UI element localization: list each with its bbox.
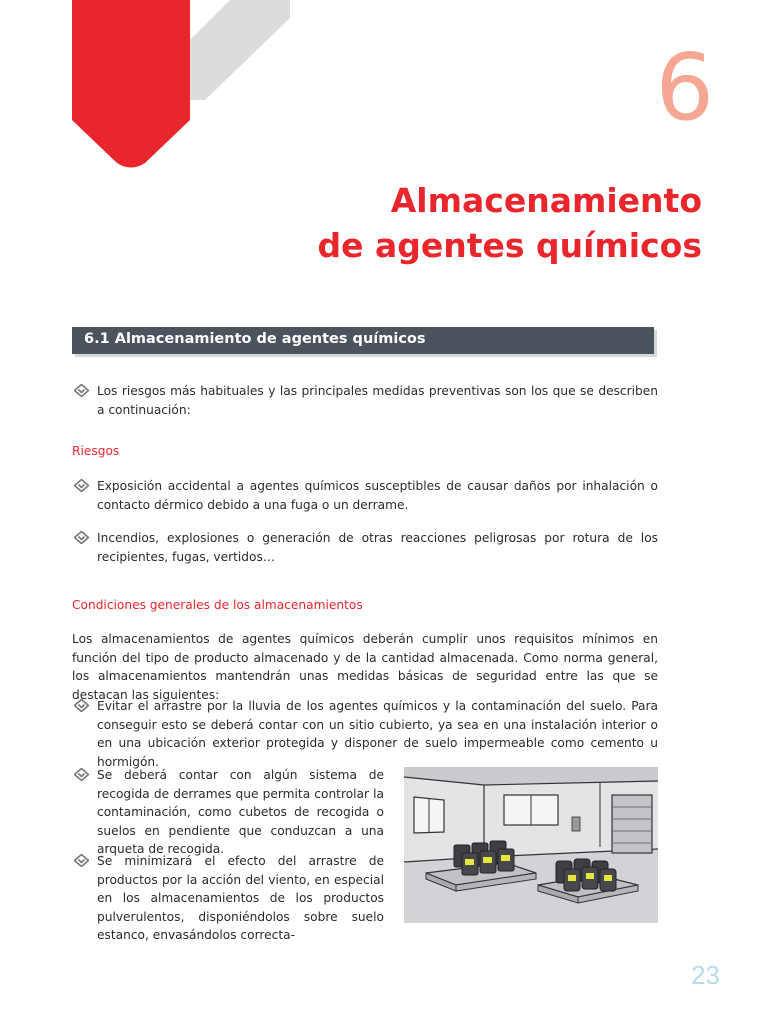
riesgo-item-2: [74, 529, 658, 566]
riesgo-item-2-text: Incendios, explosiones o generación de otras reacciones peligrosas por rotura de los recipientes, fugas, vertidos…: [97, 531, 658, 564]
storage-room-illustration: [404, 767, 658, 923]
chapter-title: [317, 178, 702, 268]
chapter-title-line2: de agentes químicos: [317, 226, 702, 265]
riesgo-item-1-text: Exposición accidental a agentes químicos susceptibles de causar daños por inhalación o contacto dérmico debido a una fuga o un derrame.: [97, 479, 658, 512]
diamond-arrow-icon: [74, 384, 89, 397]
riesgos-heading: Riesgos: [72, 444, 120, 458]
condiciones-heading: Condiciones generales de los almacenamientos: [72, 598, 363, 612]
diamond-arrow-icon: [74, 768, 89, 781]
condicion-item-3-text: Se minimizará el efecto del arrastre de productos por la acción del viento, en especial en los almacenamientos de los productos pulverulentos, disponiéndolos sobre suelo estanco, envasándolos correcta-: [97, 854, 384, 942]
section-heading-bar: [72, 327, 654, 354]
condiciones-paragraph: Los almacenamientos de agentes químicos deberán cumplir unos requisitos mínimos en función del tipo de producto almacenado y de la cantidad almacenada. Como norma general, los almacenamientos mantendrán unas medidas básicas de seguridad entre las que se destacan las siguientes:: [72, 632, 658, 702]
chapter-number: 6: [655, 34, 714, 141]
riesgo-item-1: [74, 477, 658, 514]
diamond-arrow-icon: [74, 854, 89, 867]
diamond-arrow-icon: [74, 699, 89, 712]
page-number: 23: [691, 960, 720, 990]
condicion-item-2: [74, 766, 384, 859]
section-heading: 6.1 Almacenamiento de agentes químicos: [84, 331, 426, 347]
diamond-arrow-icon: [74, 531, 89, 544]
intro-bullet: [74, 382, 658, 419]
intro-bullet-text: Los riesgos más habituales y las principales medidas preventivas son los que se describen a continuación:: [97, 384, 658, 417]
diamond-arrow-icon: [74, 479, 89, 492]
condicion-item-2-text: Se deberá contar con algún sistema de recogida de derrames que permita controlar la contaminación, como cubetos de recogida o suelos en pendiente que conduzcan a una arqueta de recogida.: [97, 768, 384, 856]
condicion-item-1: [74, 697, 658, 771]
chapter-title-line1: Almacenamiento: [390, 181, 702, 220]
corner-decoration: [0, 0, 300, 170]
condicion-item-3: [74, 852, 384, 945]
condicion-item-1-text: Evitar el arrastre por la lluvia de los agentes químicos y la contaminación del suelo. Para conseguir esto se deberá contar con un sitio cubierto, ya sea en una instalación interior o en una ubicación exterior protegida y disponer de suelo impermeable como cemento u hormigón.: [97, 699, 658, 769]
